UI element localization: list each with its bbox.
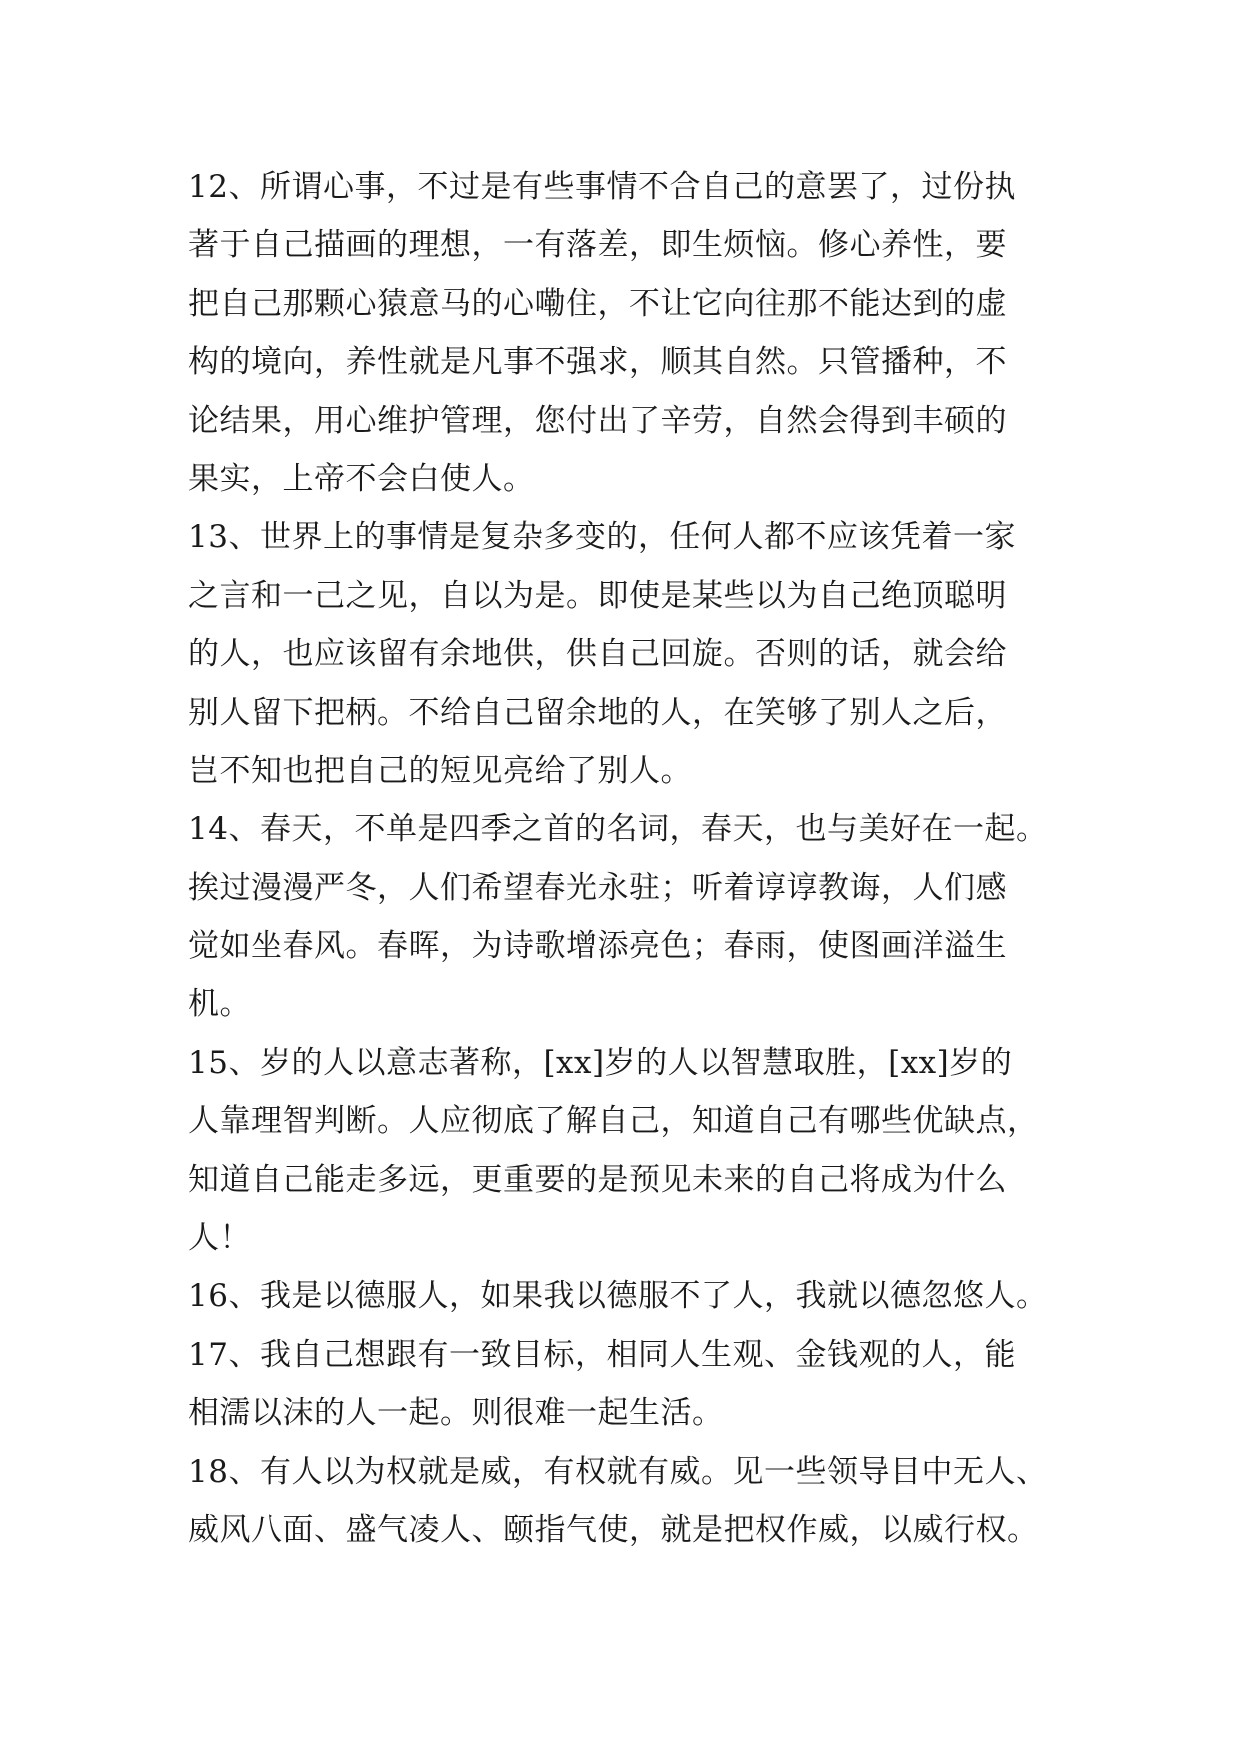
text-line: 别人留下把柄。不给自己留余地的人，在笑够了别人之后， [188,694,1007,731]
text-line: 构的境向，养性就是凡事不强求，顺其自然。只管播种，不 [188,344,1007,381]
text-line: 18、有人以为权就是威，有权就有威。见一些领导目中无人、 [188,1453,1048,1490]
text-line: 14、春天，不单是四季之首的名词，春天，也与美好在一起。 [188,811,1048,848]
text-line: 15、岁的人以意志著称，[xx]岁的人以智慧取胜，[xx]岁的 [188,1044,1013,1081]
document-body [188,158,1068,1559]
text-line: 人靠理智判断。人应彻底了解自己，知道自己有哪些优缺点， [188,1103,1039,1140]
text-line: 挨过漫漫严冬，人们希望春光永驻；听着谆谆教诲，人们感 [188,869,1007,906]
text-line: 著于自己描画的理想，一有落差，即生烦恼。修心养性，要 [188,227,1007,264]
text-line: 果实，上帝不会白使人。 [188,460,535,497]
text-line: 知道自己能走多远，更重要的是预见未来的自己将成为什么 [188,1161,1007,1198]
text-line: 机。 [188,986,251,1023]
text-line: 之言和一己之见，自以为是。即使是某些以为自己绝顶聪明 [188,577,1007,614]
text-line: 17、我自己想跟有一致目标，相同人生观、金钱观的人，能 [188,1336,1016,1373]
text-line: 把自己那颗心猿意马的心嘞住，不让它向往那不能达到的虚 [188,285,1007,322]
text-line: 岂不知也把自己的短见亮给了别人。 [188,752,692,789]
text-line: 威风八面、盛气凌人、颐指气使，就是把权作威，以威行权。 [188,1511,1039,1548]
text-line: 人！ [188,1220,251,1257]
text-line: 相濡以沫的人一起。则很难一起生活。 [188,1395,724,1432]
text-line: 13、世界上的事情是复杂多变的，任何人都不应该凭着一家 [188,519,1016,556]
text-line: 的人，也应该留有余地供，供自己回旋。否则的话，就会给 [188,636,1007,673]
text-line: 12、所谓心事，不过是有些事情不合自己的意罢了，过份执 [188,169,1016,205]
text-line: 16、我是以德服人，如果我以德服不了人，我就以德忽悠人。 [188,1278,1048,1315]
text-line: 觉如坐春风。春晖，为诗歌增添亮色；春雨，使图画洋溢生 [188,928,1007,965]
text-line: 论结果，用心维护管理，您付出了辛劳，自然会得到丰硕的 [188,402,1007,439]
